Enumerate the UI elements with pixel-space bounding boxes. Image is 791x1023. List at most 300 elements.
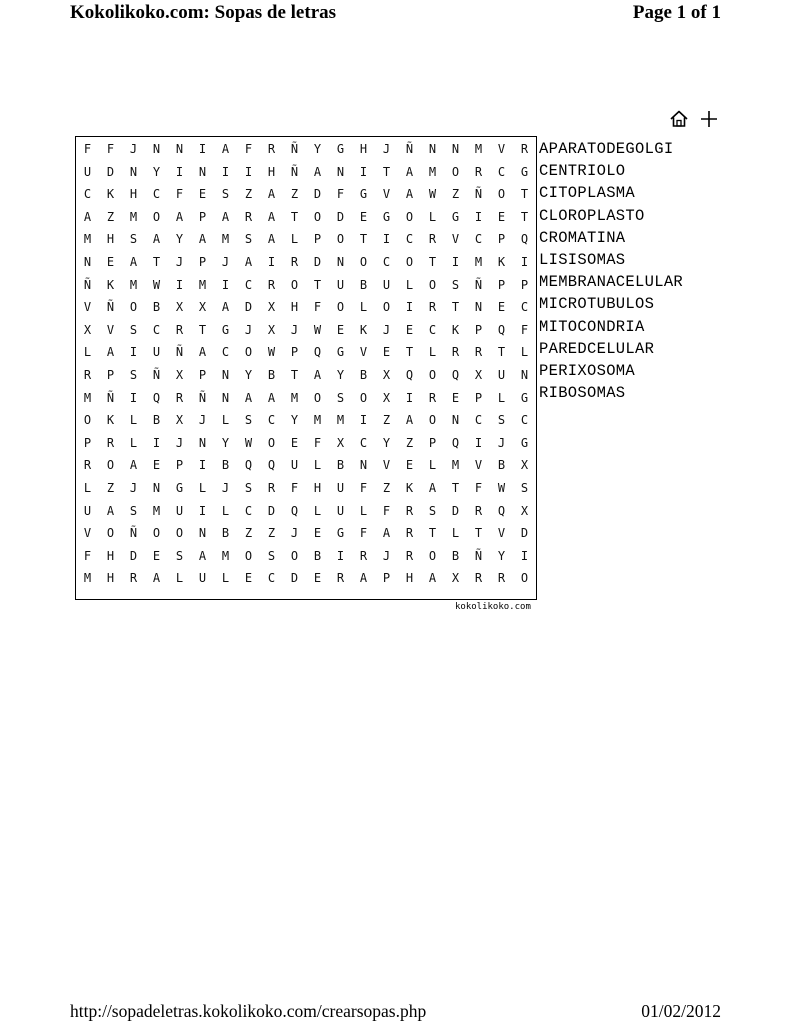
grid-cell: O (244, 548, 253, 563)
grid-cell: A (267, 390, 276, 405)
grid-cell: S (244, 480, 253, 495)
grid-cell: M (474, 142, 483, 156)
grid-cell: L (451, 526, 460, 541)
grid-cell: J (175, 254, 184, 269)
grid-cell: X (382, 390, 391, 405)
grid-cell: W (152, 277, 161, 292)
page-date: 01/02/2012 (641, 1001, 721, 1021)
grid-cell: V (382, 458, 391, 473)
grid-cell: C (520, 300, 529, 315)
grid-cell: I (520, 548, 529, 563)
word-list-item: APARATODEGOLGI (539, 140, 674, 158)
grid-cell: O (313, 390, 322, 405)
word-list-item: CENTRIOLO (539, 162, 626, 181)
grid-cell: T (451, 480, 460, 495)
grid-cell: E (152, 458, 161, 473)
grid-cell: Ñ (474, 187, 483, 202)
grid-cell: W (313, 322, 322, 337)
word-list-item: RIBOSOMAS (539, 384, 626, 403)
grid-cell: N (520, 367, 529, 382)
grid-cell: K (497, 254, 506, 269)
grid-cell: H (106, 548, 115, 563)
page-title: Kokolikoko.com: Sopas de letras (70, 2, 337, 23)
grid-cell: G (336, 526, 345, 541)
grid-cell: I (152, 435, 161, 450)
grid-cell: E (451, 390, 460, 405)
grid-cell: J (244, 322, 253, 337)
grid-cell: E (244, 571, 253, 586)
grid-cell: Z (267, 526, 276, 541)
grid-cell: R (428, 390, 437, 405)
grid-cell: S (244, 232, 253, 247)
grid-cell: P (474, 322, 483, 337)
grid-cell: I (267, 254, 276, 269)
grid-cell: F (313, 435, 322, 450)
plus-icon[interactable] (698, 108, 720, 130)
grid-cell: S (428, 503, 437, 518)
grid-cell: U (290, 458, 299, 473)
grid-cell: N (451, 413, 460, 428)
grid-cell: B (152, 300, 161, 315)
grid-cell: V (382, 187, 391, 202)
grid-cell: X (267, 300, 276, 315)
grid-cell: L (221, 571, 230, 586)
grid-cell: C (267, 571, 276, 586)
grid-cell: E (497, 300, 506, 315)
grid-cell: C (520, 413, 529, 428)
grid-cell: N (336, 254, 345, 269)
grid-cell: D (129, 548, 138, 563)
grid-cell: H (129, 187, 138, 202)
grid-cell: Y (175, 232, 184, 247)
grid-cell: A (129, 458, 138, 473)
grid-cell: L (359, 503, 368, 518)
grid-cell: C (152, 187, 161, 202)
grid-cell: Ñ (175, 345, 184, 360)
grid-cell: N (198, 435, 207, 450)
grid-cell: B (221, 458, 230, 473)
home-icon[interactable] (668, 108, 690, 130)
grid-cell: C (244, 277, 253, 292)
grid-cell: C (497, 164, 506, 179)
grid-cell: D (290, 571, 299, 586)
grid-cell: C (244, 503, 253, 518)
grid-cell: O (336, 232, 345, 247)
grid-cell: E (313, 526, 322, 541)
grid-cell: K (451, 322, 460, 337)
grid-cell: D (244, 300, 253, 315)
grid-cell: A (267, 187, 276, 202)
grid-cell: Q (520, 232, 529, 247)
grid-cell: I (382, 232, 391, 247)
grid-cell: G (520, 164, 529, 179)
grid-cell: Ñ (290, 142, 299, 156)
grid-cell: C (428, 322, 437, 337)
grid-cell: A (405, 187, 414, 202)
grid-cell: I (129, 390, 138, 405)
grid-cell: Y (152, 164, 161, 179)
grid-cell: N (474, 300, 483, 315)
grid-cell: M (83, 390, 92, 405)
grid-cell: X (175, 367, 184, 382)
grid-cell: L (428, 458, 437, 473)
grid-cell: R (359, 548, 368, 563)
grid-cell: C (474, 413, 483, 428)
grid-cell: Z (290, 187, 299, 202)
grid-cell: Ñ (152, 367, 161, 382)
grid-cell: Q (244, 458, 253, 473)
grid-cell: Y (382, 435, 391, 450)
grid-cell: E (336, 322, 345, 337)
grid-cell: Z (405, 435, 414, 450)
grid-cell: Q (451, 435, 460, 450)
grid-cell: S (267, 548, 276, 563)
grid-cell: U (382, 277, 391, 292)
grid-cell: F (106, 142, 115, 156)
grid-cell: A (382, 526, 391, 541)
grid-cell: T (290, 367, 299, 382)
grid-cell: A (106, 345, 115, 360)
grid-cell: L (221, 413, 230, 428)
grid-cell: X (198, 300, 207, 315)
grid-cell: E (198, 187, 207, 202)
grid-cell: R (497, 571, 506, 586)
word-list-item: CITOPLASMA (539, 184, 636, 203)
grid-cell: L (520, 345, 529, 360)
grid-cell: T (520, 209, 529, 224)
grid-cell: U (83, 503, 92, 518)
grid-cell: O (359, 390, 368, 405)
grid-cell: B (221, 526, 230, 541)
grid-cell: S (451, 277, 460, 292)
grid-cell: E (359, 209, 368, 224)
grid-cell: L (83, 480, 92, 495)
grid-cell: T (382, 164, 391, 179)
grid-cell: R (428, 300, 437, 315)
grid-cell: I (175, 277, 184, 292)
grid-cell: I (520, 254, 529, 269)
grid-cell: T (313, 277, 322, 292)
grid-cell: R (336, 571, 345, 586)
grid-cell: D (336, 209, 345, 224)
grid-cell: R (405, 526, 414, 541)
grid-cell: A (198, 345, 207, 360)
grid-cell: O (83, 413, 92, 428)
grid-cell: L (359, 300, 368, 315)
grid-cell: W (428, 187, 437, 202)
grid-cell: T (451, 300, 460, 315)
grid-cell: D (267, 503, 276, 518)
word-list-item: CROMATINA (539, 228, 626, 247)
grid-cell: O (290, 277, 299, 292)
grid-cell: A (244, 390, 253, 405)
grid-cell: E (405, 458, 414, 473)
grid-cell: U (336, 277, 345, 292)
grid-cell: P (198, 367, 207, 382)
grid-cell: C (359, 435, 368, 450)
grid-cell: K (106, 187, 115, 202)
grid-cell: F (382, 503, 391, 518)
grid-cell: C (152, 322, 161, 337)
grid-cell: Q (451, 367, 460, 382)
grid-cell: R (474, 345, 483, 360)
grid-cell: M (83, 571, 92, 586)
grid-cell: J (382, 548, 391, 563)
grid-cell: R (83, 367, 92, 382)
grid-cell: I (359, 164, 368, 179)
grid-cell: R (83, 458, 92, 473)
grid-cell: I (405, 300, 414, 315)
grid-cell: I (198, 503, 207, 518)
grid-cell: X (451, 571, 460, 586)
grid-cell: M (336, 413, 345, 428)
grid-cell: S (244, 413, 253, 428)
grid-cell: O (106, 458, 115, 473)
grid-cell: Y (313, 142, 322, 156)
grid-cell: J (497, 435, 506, 450)
grid-cell: Q (290, 503, 299, 518)
grid-cell: I (198, 142, 207, 156)
grid-cell: T (474, 526, 483, 541)
grid-cell: C (382, 254, 391, 269)
grid-cell: N (152, 142, 161, 156)
grid-cell: P (198, 209, 207, 224)
grid-cell: I (474, 209, 483, 224)
grid-cell: Y (497, 548, 506, 563)
grid-cell: F (290, 480, 299, 495)
grid-cell: Z (244, 187, 253, 202)
grid-cell: E (290, 435, 299, 450)
grid-cell: E (497, 209, 506, 224)
grid-cell: X (267, 322, 276, 337)
grid-cell: Q (497, 322, 506, 337)
grid-cell: R (267, 480, 276, 495)
grid-cell: F (83, 142, 92, 156)
grid-cell: A (428, 480, 437, 495)
grid-cell: O (267, 435, 276, 450)
grid-cell: X (83, 322, 92, 337)
grid-cell: D (313, 254, 322, 269)
grid-cell: W (497, 480, 506, 495)
grid-cell: D (106, 164, 115, 179)
puzzle-credit: kokolikoko.com (455, 602, 531, 612)
grid-cell: N (175, 142, 184, 156)
grid-cell: X (520, 503, 529, 518)
word-search-grid (76, 137, 536, 600)
grid-cell: M (152, 503, 161, 518)
grid-cell: W (244, 435, 253, 450)
grid-cell: J (382, 142, 391, 156)
grid-cell: M (313, 413, 322, 428)
puzzle-toolbar (668, 108, 724, 130)
grid-cell: A (267, 232, 276, 247)
grid-cell: M (290, 390, 299, 405)
word-list-item: CLOROPLASTO (539, 206, 645, 225)
grid-cell: X (474, 367, 483, 382)
grid-cell: Q (152, 390, 161, 405)
grid-cell: C (474, 232, 483, 247)
grid-cell: B (152, 413, 161, 428)
grid-cell: M (198, 277, 207, 292)
grid-cell: V (83, 300, 92, 315)
grid-cell: G (336, 142, 345, 156)
grid-cell: G (520, 390, 529, 405)
grid-cell: I (175, 164, 184, 179)
grid-cell: E (152, 548, 161, 563)
grid-cell: J (290, 322, 299, 337)
grid-cell: N (198, 164, 207, 179)
grid-cell: R (267, 277, 276, 292)
grid-cell: Y (336, 367, 345, 382)
grid-cell: P (382, 571, 391, 586)
grid-cell: R (405, 548, 414, 563)
grid-cell: N (359, 458, 368, 473)
grid-cell: V (359, 345, 368, 360)
grid-cell: R (244, 209, 253, 224)
grid-cell: A (244, 254, 253, 269)
grid-cell: M (428, 164, 437, 179)
grid-cell: Q (497, 503, 506, 518)
grid-cell: O (520, 571, 529, 586)
grid-cell: S (336, 390, 345, 405)
grid-cell: A (152, 571, 161, 586)
grid-cell: Y (244, 367, 253, 382)
grid-cell: T (520, 187, 529, 202)
grid-cell: N (83, 254, 92, 269)
grid-cell: F (474, 480, 483, 495)
word-list (539, 138, 683, 404)
grid-cell: S (221, 187, 230, 202)
grid-cell: M (83, 232, 92, 247)
grid-cell: I (221, 164, 230, 179)
grid-cell: F (244, 142, 253, 156)
grid-cell: M (221, 232, 230, 247)
grid-cell: J (198, 413, 207, 428)
grid-cell: M (129, 277, 138, 292)
grid-cell: J (129, 480, 138, 495)
grid-cell: G (336, 345, 345, 360)
grid-cell: V (474, 458, 483, 473)
grid-cell: N (428, 142, 437, 156)
grid-cell: M (474, 254, 483, 269)
grid-cell: P (520, 277, 529, 292)
grid-cell: U (175, 503, 184, 518)
grid-cell: R (474, 571, 483, 586)
grid-cell: S (520, 480, 529, 495)
grid-cell: I (129, 345, 138, 360)
grid-cell: Z (451, 187, 460, 202)
grid-cell: O (290, 548, 299, 563)
grid-cell: D (451, 503, 460, 518)
grid-cell: E (106, 254, 115, 269)
grid-cell: C (267, 413, 276, 428)
grid-cell: A (313, 164, 322, 179)
grid-cell: Q (313, 345, 322, 360)
grid-cell: S (129, 232, 138, 247)
grid-cell: A (152, 232, 161, 247)
grid-cell: A (83, 209, 92, 224)
grid-cell: F (336, 187, 345, 202)
grid-cell: J (129, 142, 138, 156)
grid-cell: S (129, 322, 138, 337)
grid-cell: V (451, 232, 460, 247)
grid-cell: O (152, 209, 161, 224)
grid-cell: O (175, 526, 184, 541)
grid-cell: A (221, 209, 230, 224)
grid-cell: X (336, 435, 345, 450)
grid-cell: N (129, 164, 138, 179)
grid-cell: U (198, 571, 207, 586)
grid-cell: L (428, 345, 437, 360)
grid-cell: Ñ (405, 142, 414, 156)
grid-cell: A (359, 571, 368, 586)
grid-cell: L (497, 390, 506, 405)
grid-cell: R (175, 390, 184, 405)
grid-cell: M (451, 458, 460, 473)
grid-cell: A (221, 300, 230, 315)
word-list-item: MEMBRANACELULAR (539, 273, 684, 292)
grid-cell: O (428, 413, 437, 428)
grid-cell: Ñ (106, 390, 115, 405)
word-list-item: LISISOMAS (539, 251, 626, 270)
word-list-item: MICROTUBULOS (539, 295, 655, 314)
grid-cell: R (290, 254, 299, 269)
grid-cell: T (359, 232, 368, 247)
grid-cell: A (106, 503, 115, 518)
grid-cell: K (106, 413, 115, 428)
grid-cell: E (382, 345, 391, 360)
grid-cell: Ñ (198, 390, 207, 405)
grid-cell: X (175, 300, 184, 315)
grid-cell: C (221, 345, 230, 360)
page-url: http://sopadeletras.kokolikoko.com/crearsopas.php (70, 1001, 427, 1021)
grid-cell: O (244, 345, 253, 360)
grid-cell: P (497, 277, 506, 292)
grid-cell: Y (290, 413, 299, 428)
grid-cell: L (313, 503, 322, 518)
grid-cell: H (106, 571, 115, 586)
grid-cell: O (428, 548, 437, 563)
grid-cell: R (405, 503, 414, 518)
grid-cell: B (336, 458, 345, 473)
grid-cell: K (359, 322, 368, 337)
grid-cell: N (221, 390, 230, 405)
grid-cell: A (313, 367, 322, 382)
page-number: Page 1 of 1 (632, 2, 721, 23)
grid-cell: F (359, 480, 368, 495)
grid-cell: L (313, 458, 322, 473)
grid-cell: U (336, 480, 345, 495)
grid-cell: H (313, 480, 322, 495)
word-search-grid-frame (75, 136, 537, 600)
grid-cell: F (520, 322, 529, 337)
grid-cell: U (83, 164, 92, 179)
grid-cell: F (83, 548, 92, 563)
grid-cell: R (267, 142, 276, 156)
grid-cell: G (175, 480, 184, 495)
grid-cell: Y (221, 435, 230, 450)
grid-cell: P (175, 458, 184, 473)
grid-cell: D (520, 526, 529, 541)
grid-cell: R (175, 322, 184, 337)
grid-cell: J (382, 322, 391, 337)
grid-cell: F (313, 300, 322, 315)
grid-cell: T (198, 322, 207, 337)
grid-cell: T (405, 345, 414, 360)
grid-cell: L (175, 571, 184, 586)
grid-cell: E (405, 322, 414, 337)
grid-cell: B (267, 367, 276, 382)
